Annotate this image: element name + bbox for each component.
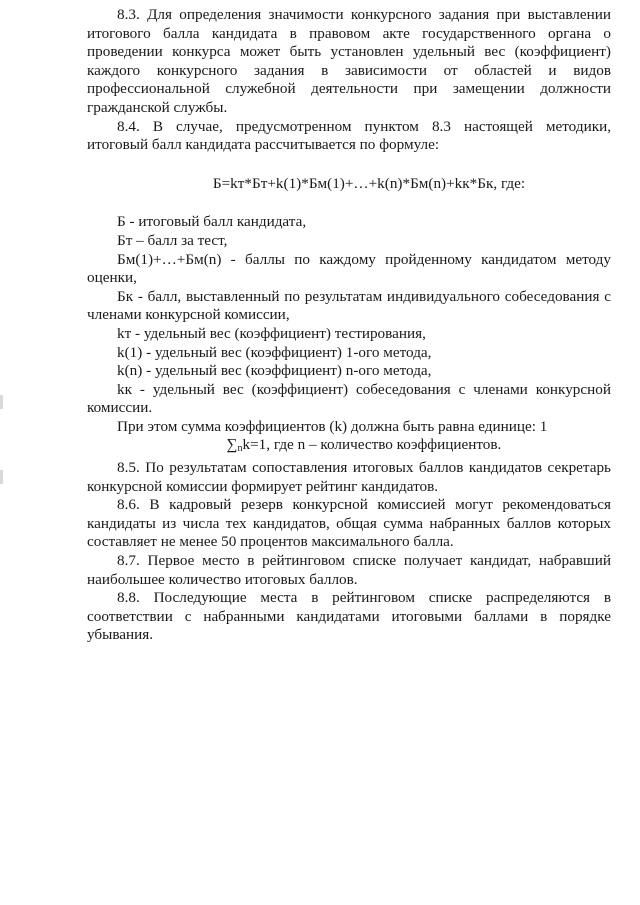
- paragraph-8-7: 8.7. Первое место в рейтинговом списке получает кандидат, набравший наибольшее количество итоговых баллов.: [87, 552, 611, 588]
- paragraph-8-5: 8.5. По результатам сопоставления итоговых баллов кандидатов секретарь конкурсной комиссии формирует рейтинг кандидатов.: [87, 459, 611, 495]
- scan-edge-mark: [0, 395, 3, 409]
- sum-symbol: ∑: [226, 436, 238, 454]
- paragraph-8-4: 8.4. В случае, предусмотренном пунктом 8.3 настоящей методики, итоговый балл кандидата рассчитывается по формуле:: [87, 117, 611, 154]
- scan-edge-mark: [0, 470, 3, 484]
- definition-item: kт - удельный вес (коэффициент) тестирования,: [117, 324, 426, 342]
- definitions-list: [87, 213, 611, 418]
- definition-item: Бм(1)+…+Бм(n) - баллы по каждому пройденному кандидатом методу оценки,: [87, 250, 611, 287]
- sum-note: При этом сумма коэффициентов (k) должна быть равна единице: 1: [117, 417, 548, 435]
- definition-item: Бт – балл за тест,: [117, 231, 228, 249]
- paragraph-8-8: 8.8. Последующие места в рейтинговом списке распределяются в соответствии с набранными кандидатами итоговыми баллами в порядке убывания.: [87, 589, 611, 644]
- document-page: [87, 6, 611, 645]
- paragraph-8-6: 8.6. В кадровый резерв конкурсной комиссией могут рекомендоваться кандидаты из числа тех кандидатов, общая сумма набранных баллов которых составляет не менее 50 процентов максимального балла.: [87, 496, 611, 551]
- sum-formula: [87, 436, 611, 459]
- paragraph-8-3: 8.3. Для определения значимости конкурсного задания при выставлении итогового балла кандидата в правовом акте государственного органа о проведении конкурса может быть установлен удельный вес (коэффициент) каждого конкурсного задания в зависимости от областей и видов профессиональной служебной деятельности при замещении должности гражданской службы.: [87, 6, 611, 116]
- definition-item: Б - итоговый балл кандидата,: [117, 213, 307, 231]
- definition-item: kк - удельный вес (коэффициент) собеседования с членами конкурсной комиссии.: [87, 380, 611, 417]
- definition-item: Бк - балл, выставленный по результатам индивидуального собеседования с членами конкурсной комиссии,: [87, 287, 611, 324]
- sum-subscript: n: [237, 443, 243, 455]
- definition-item: k(1) - удельный вес (коэффициент) 1-ого метода,: [117, 343, 432, 361]
- sum-formula-text: k=1, где n – количество коэффициентов.: [242, 436, 502, 454]
- definition-item: k(n) - удельный вес (коэффициент) n-ого метода,: [117, 362, 432, 380]
- formula: Б=kт*Бт+k(1)*Бм(1)+…+k(n)*Бм(n)+kк*Бк, где:: [212, 174, 526, 192]
